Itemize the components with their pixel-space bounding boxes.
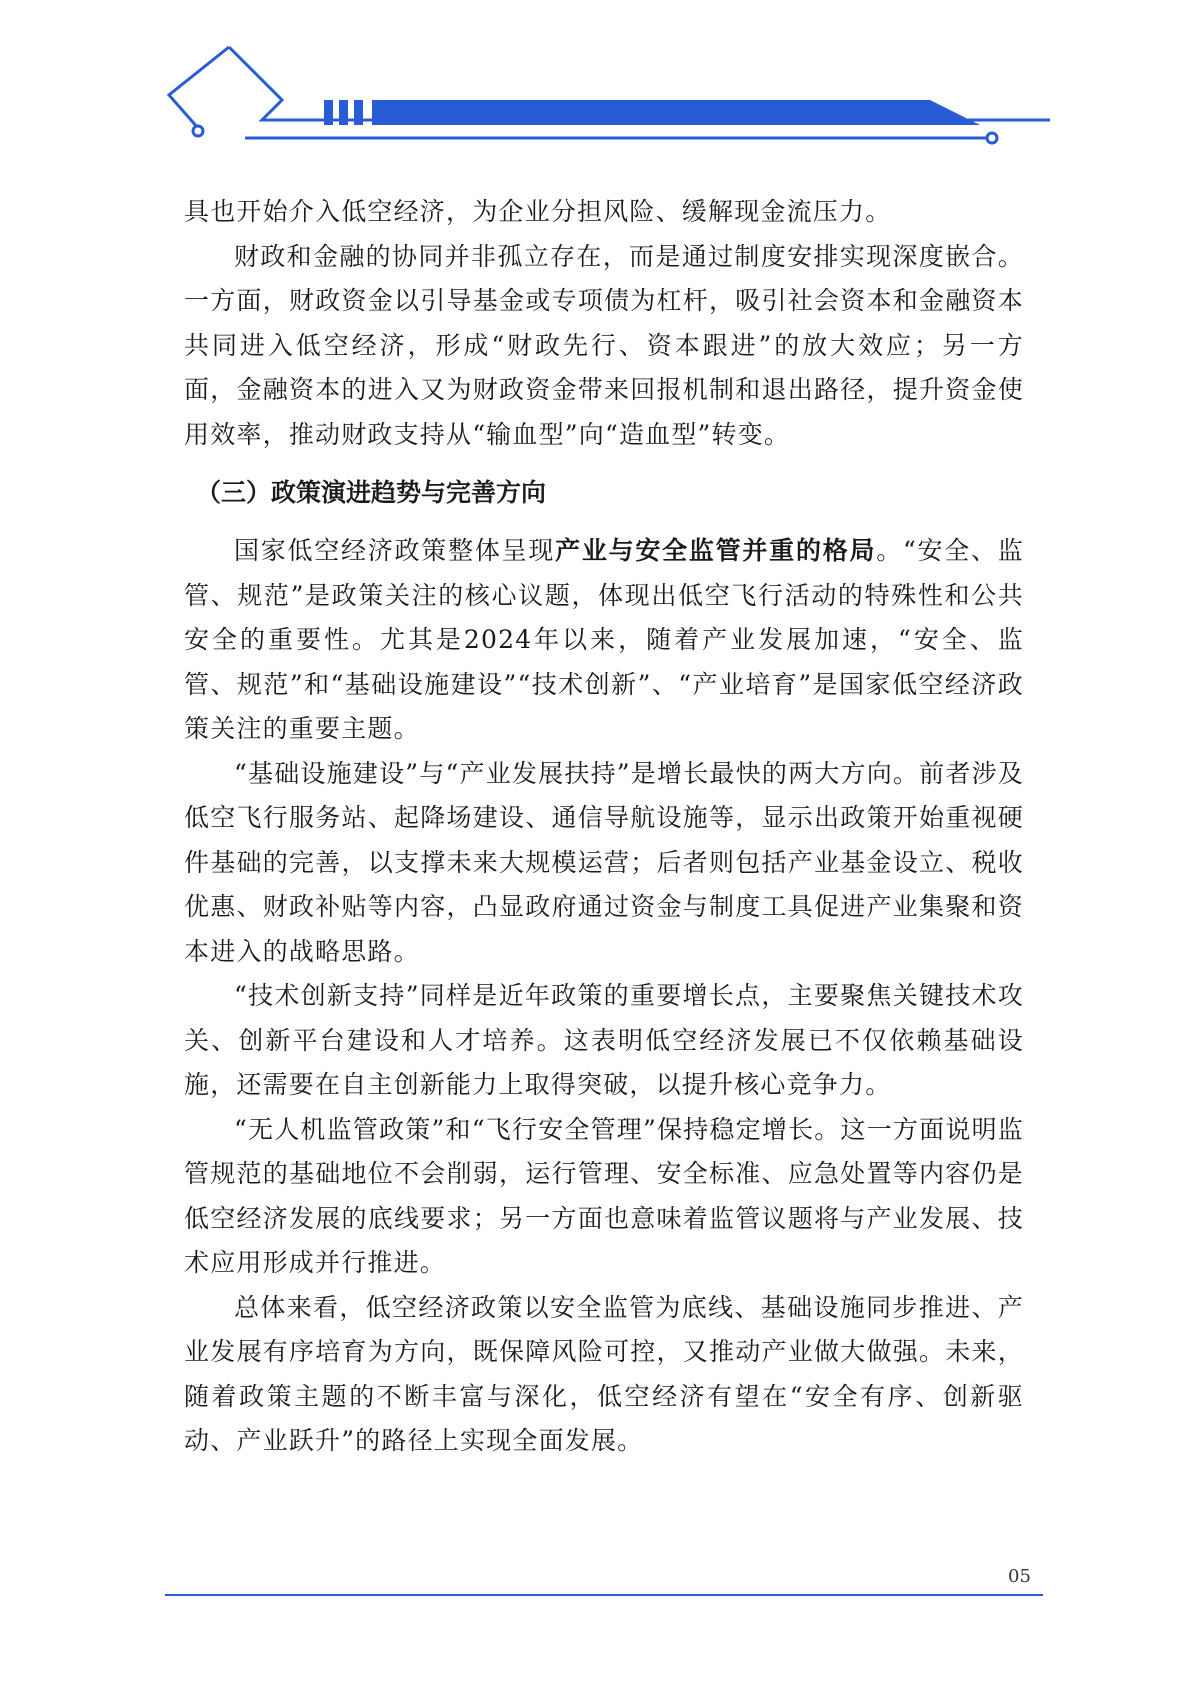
footer-divider (165, 1594, 1043, 1596)
paragraph-policy-overview (184, 529, 1024, 752)
section-heading: （三）政策演进趋势与完善方向 (196, 478, 547, 507)
paragraph-infrastructure: “基础设施建设”与“产业发展扶持”是增长最快的两大方向。前者涉及低空飞行服务站、起降场建设、通信导航设施等，显示出政策开始重视硬件基础的完善，以支撑未来大规模运营；后者则包括产业基金设立、税收优惠、财政补贴等内容，凸显政府通过资金与制度工具促进产业集聚和资本进入的战略思路。 (184, 758, 1024, 966)
paragraph-summary: 总体来看，低空经济政策以安全监管为底线、基础设施同步推进、产业发展有序培育为方向，既保障风险可控，又推动产业做大做强。未来，随着政策主题的不断丰富与深化，低空经济有望在“安全有序、创新驱动、产业跃升”的路径上实现全面发展。 (184, 1292, 1024, 1455)
page-number: 05 (1008, 1566, 1031, 1587)
header-bars (324, 100, 980, 125)
policy-trailing-text: 。“安全、监管、规范”是政策关注的核心议题，体现出低空飞行活动的特殊性和公共安全的重要性。尤其是2024年以来，随着产业发展加速，“安全、监管、规范”和“基础设施建设”“技术创新”、“产业培育”是国家低空经济政策关注的重要主题。 (184, 536, 1024, 743)
policy-bold-phrase: 产业与安全监管并重的格局 (555, 536, 877, 565)
paragraph-intro-2: 财政和金融的协同并非孤立存在，而是通过制度安排实现深度嵌合。一方面，财政资金以引导基金或专项债为杠杆，吸引社会资本和金融资本共同进入低空经济，形成“财政先行、资本跟进”的放大效应；另一方面，金融资本的进入又为财政资金带来回报机制和退出路径，提升资金使用效率，推动财政支持从“输血型”向“造血型”转变。 (184, 241, 1024, 449)
header-decoration (0, 0, 1200, 160)
paragraph-tech-innovation: “技术创新支持”同样是近年政策的重要增长点，主要聚焦关键技术攻关、创新平台建设和人才培养。这表明低空经济发展已不仅依赖基础设施，还需要在自主创新能力上取得突破，以提升核心竞争力。 (184, 981, 1024, 1099)
circuit-line-icon (169, 47, 1050, 143)
paragraph-intro-1: 具也开始介入低空经济，为企业分担风险、缓解现金流压力。 (184, 197, 892, 226)
main-content (184, 190, 1024, 1464)
paragraph-drone-regulation: “无人机监管政策”和“飞行安全管理”保持稳定增长。这一方面说明监管规范的基础地位不会削弱，运行管理、安全标准、应急处置等内容仍是低空经济发展的底线要求；另一方面也意味着监管议题将与产业发展、技术应用形成并行推进。 (184, 1114, 1024, 1277)
policy-lead-text: 国家低空经济政策整体呈现 (234, 536, 556, 565)
